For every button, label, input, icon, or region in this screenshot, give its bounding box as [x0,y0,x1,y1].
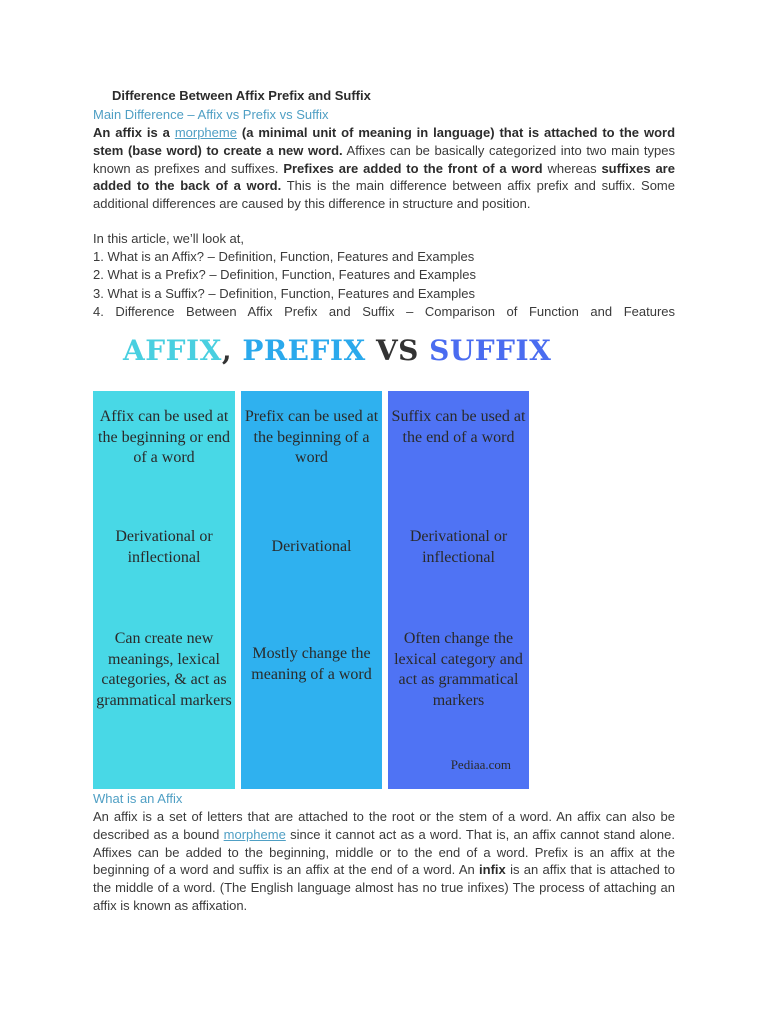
infix-bold: infix [479,862,506,878]
morpheme-link[interactable]: morpheme [174,125,237,140]
intro-paragraph [93,124,675,213]
intro-bold-prefixes: Prefixes are added to the front of a word [283,160,543,176]
affix-column [93,391,235,789]
affix-position-text: Affix can be used at the beginning or end of a word [98,408,230,466]
list-item: 2. What is a Prefix? – Definition, Function, Features and Examples [93,267,476,283]
suffix-position-text: Suffix can be used at the end of a word [391,408,526,446]
title-suffix: SUFFIX [429,334,552,367]
what-is-affix-heading: What is an Affix [93,791,183,806]
infographic-title [123,334,551,367]
intro-text-main-difference: This is the main difference between affix prefix and suffix. Some additional differences are caused by this difference in structure and position. [93,178,675,212]
article-contents-list [93,248,675,321]
prefix-type-text: Derivational [271,538,352,555]
prefix-column [241,391,382,789]
intro-text-types: Affixes can be basically categorized into two main types known as prefixes and suffixes. [93,142,675,176]
intro-bold-suffixes: suffixes are added to the back of a word. [93,160,675,194]
affix-prefix-suffix-infographic [93,330,552,790]
affix-type-text: Derivational or inflectional [115,528,213,566]
suffix-function-text: Often change the lexical category and act as grammatical markers [394,630,523,709]
list-item: 4. Difference Between Affix Prefix and Suffix – Comparison of Function and Features [93,303,675,319]
main-difference-heading: Main Difference – Affix vs Prefix vs Suffix [93,107,329,122]
affix-text-3: is an affix that is attached to the middle of a word. (The English language almost has no true infixes) The process of attaching an affix is known as affixation. [93,862,675,913]
title-vs: VS [375,334,419,367]
prefix-position-text: Prefix can be used at the beginning of a word [244,408,379,466]
list-item: 3. What is a Suffix? – Definition, Function, Features and Examples [93,285,476,301]
list-lead: In this article, we’ll look at, [93,231,245,246]
intro-bold-start: An affix is a [93,125,175,140]
title-affix: AFFIX [123,334,222,367]
list-item: 1. What is an Affix? – Definition, Function, Features and Examples [93,249,475,264]
prefix-function-text: Mostly change the meaning of a word [251,645,372,683]
morpheme-link[interactable]: morpheme [223,826,286,842]
title-comma: , [221,334,233,367]
suffix-type-text: Derivational or inflectional [409,528,508,566]
affix-text-2: since it cannot act as a word. That is, an affix cannot stand alone. Affixes can be added to the beginning, middle or to the end of a word. Prefix is an affix at the beginning of a word and suffix is an affix at the end of a word. An [93,826,675,878]
intro-text-whereas: whereas [542,160,602,176]
suffix-column [388,391,529,789]
affix-text-1: An affix is a set of letters that are attached to the root or the stem of a word. An affix can also be described as a bound [93,809,675,842]
intro-bold-definition: (a minimal unit of meaning in language) that is attached to the word stem (base word) to create a new word. [93,125,676,158]
affix-function-text: Can create new meanings, lexical categories, & act as grammatical markers [96,630,232,709]
pediaa-watermark: Pediaa.com [450,756,511,772]
document-title: Difference Between Affix Prefix and Suffix [112,88,371,103]
title-prefix: PREFIX [242,334,366,367]
affix-definition-paragraph [93,808,675,915]
